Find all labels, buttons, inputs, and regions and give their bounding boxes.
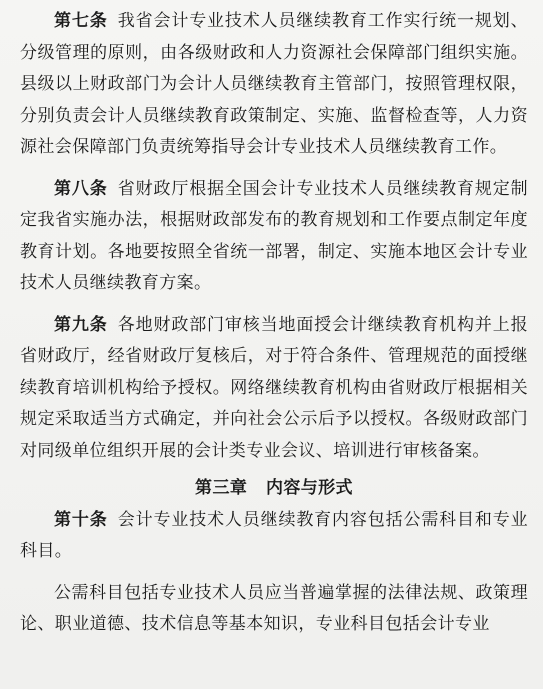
article-10-label: 第十条 [54,509,108,530]
continuation-text: 公需科目包括专业技术人员应当普遍掌握的法律法规、政策理论、职业道德、技术信息等基本知识，专业科目包括会计专业 [20,582,528,634]
paragraph-gap [20,300,528,310]
paragraph-gap [20,568,528,578]
chapter-heading [20,473,528,505]
article-8-label: 第八条 [54,178,108,199]
article-8 [20,174,528,300]
document-body [20,6,528,641]
continuation-paragraph [20,578,528,641]
article-10-text: 会计专业技术人员继续教育内容包括公需科目和专业科目。 [20,509,529,561]
chapter-number: 第三章 [195,478,248,498]
article-7 [20,6,528,164]
article-7-label: 第七条 [54,11,108,31]
article-8-text: 省财政厅根据全国会计专业技术人员继续教育规定制定我省实施办法，根据财政部发布的教育规划和工作要点制定年度教育计划。各地要按照全省统一部署，制定、实施本地区会计专业技术人员继续教育方案。 [20,178,529,293]
article-10 [20,505,528,568]
article-9-text: 各地财政部门审核当地面授会计继续教育机构并上报省财政厅，经省财政厅复核后，对于符合条件、管理规范的面授继续教育培训机构给予授权。网络继续教育机构由省财政厅根据相关规定采取适当方式确定，并向社会公示后予以授权。各级财政部门对同级单位组织开展的会计类专业会议、培训进行审核备案。 [20,314,529,461]
paragraph-gap [20,164,528,174]
article-7-text: 我省会计专业技术人员继续教育工作实行统一规划、分级管理的原则，由各级财政和人力资源社会保障部门组织实施。县级以上财政部门为会计人员继续教育主管部门，按照管理权限，分别负责会计人员继续教育政策制定、实施、监督检查等，人力资源社会保障部门负责统筹指导会计专业技术人员继续教育工作。 [20,11,529,157]
article-9-label: 第九条 [54,314,108,335]
chapter-title: 内容与形式 [265,478,353,498]
article-9 [20,310,528,468]
